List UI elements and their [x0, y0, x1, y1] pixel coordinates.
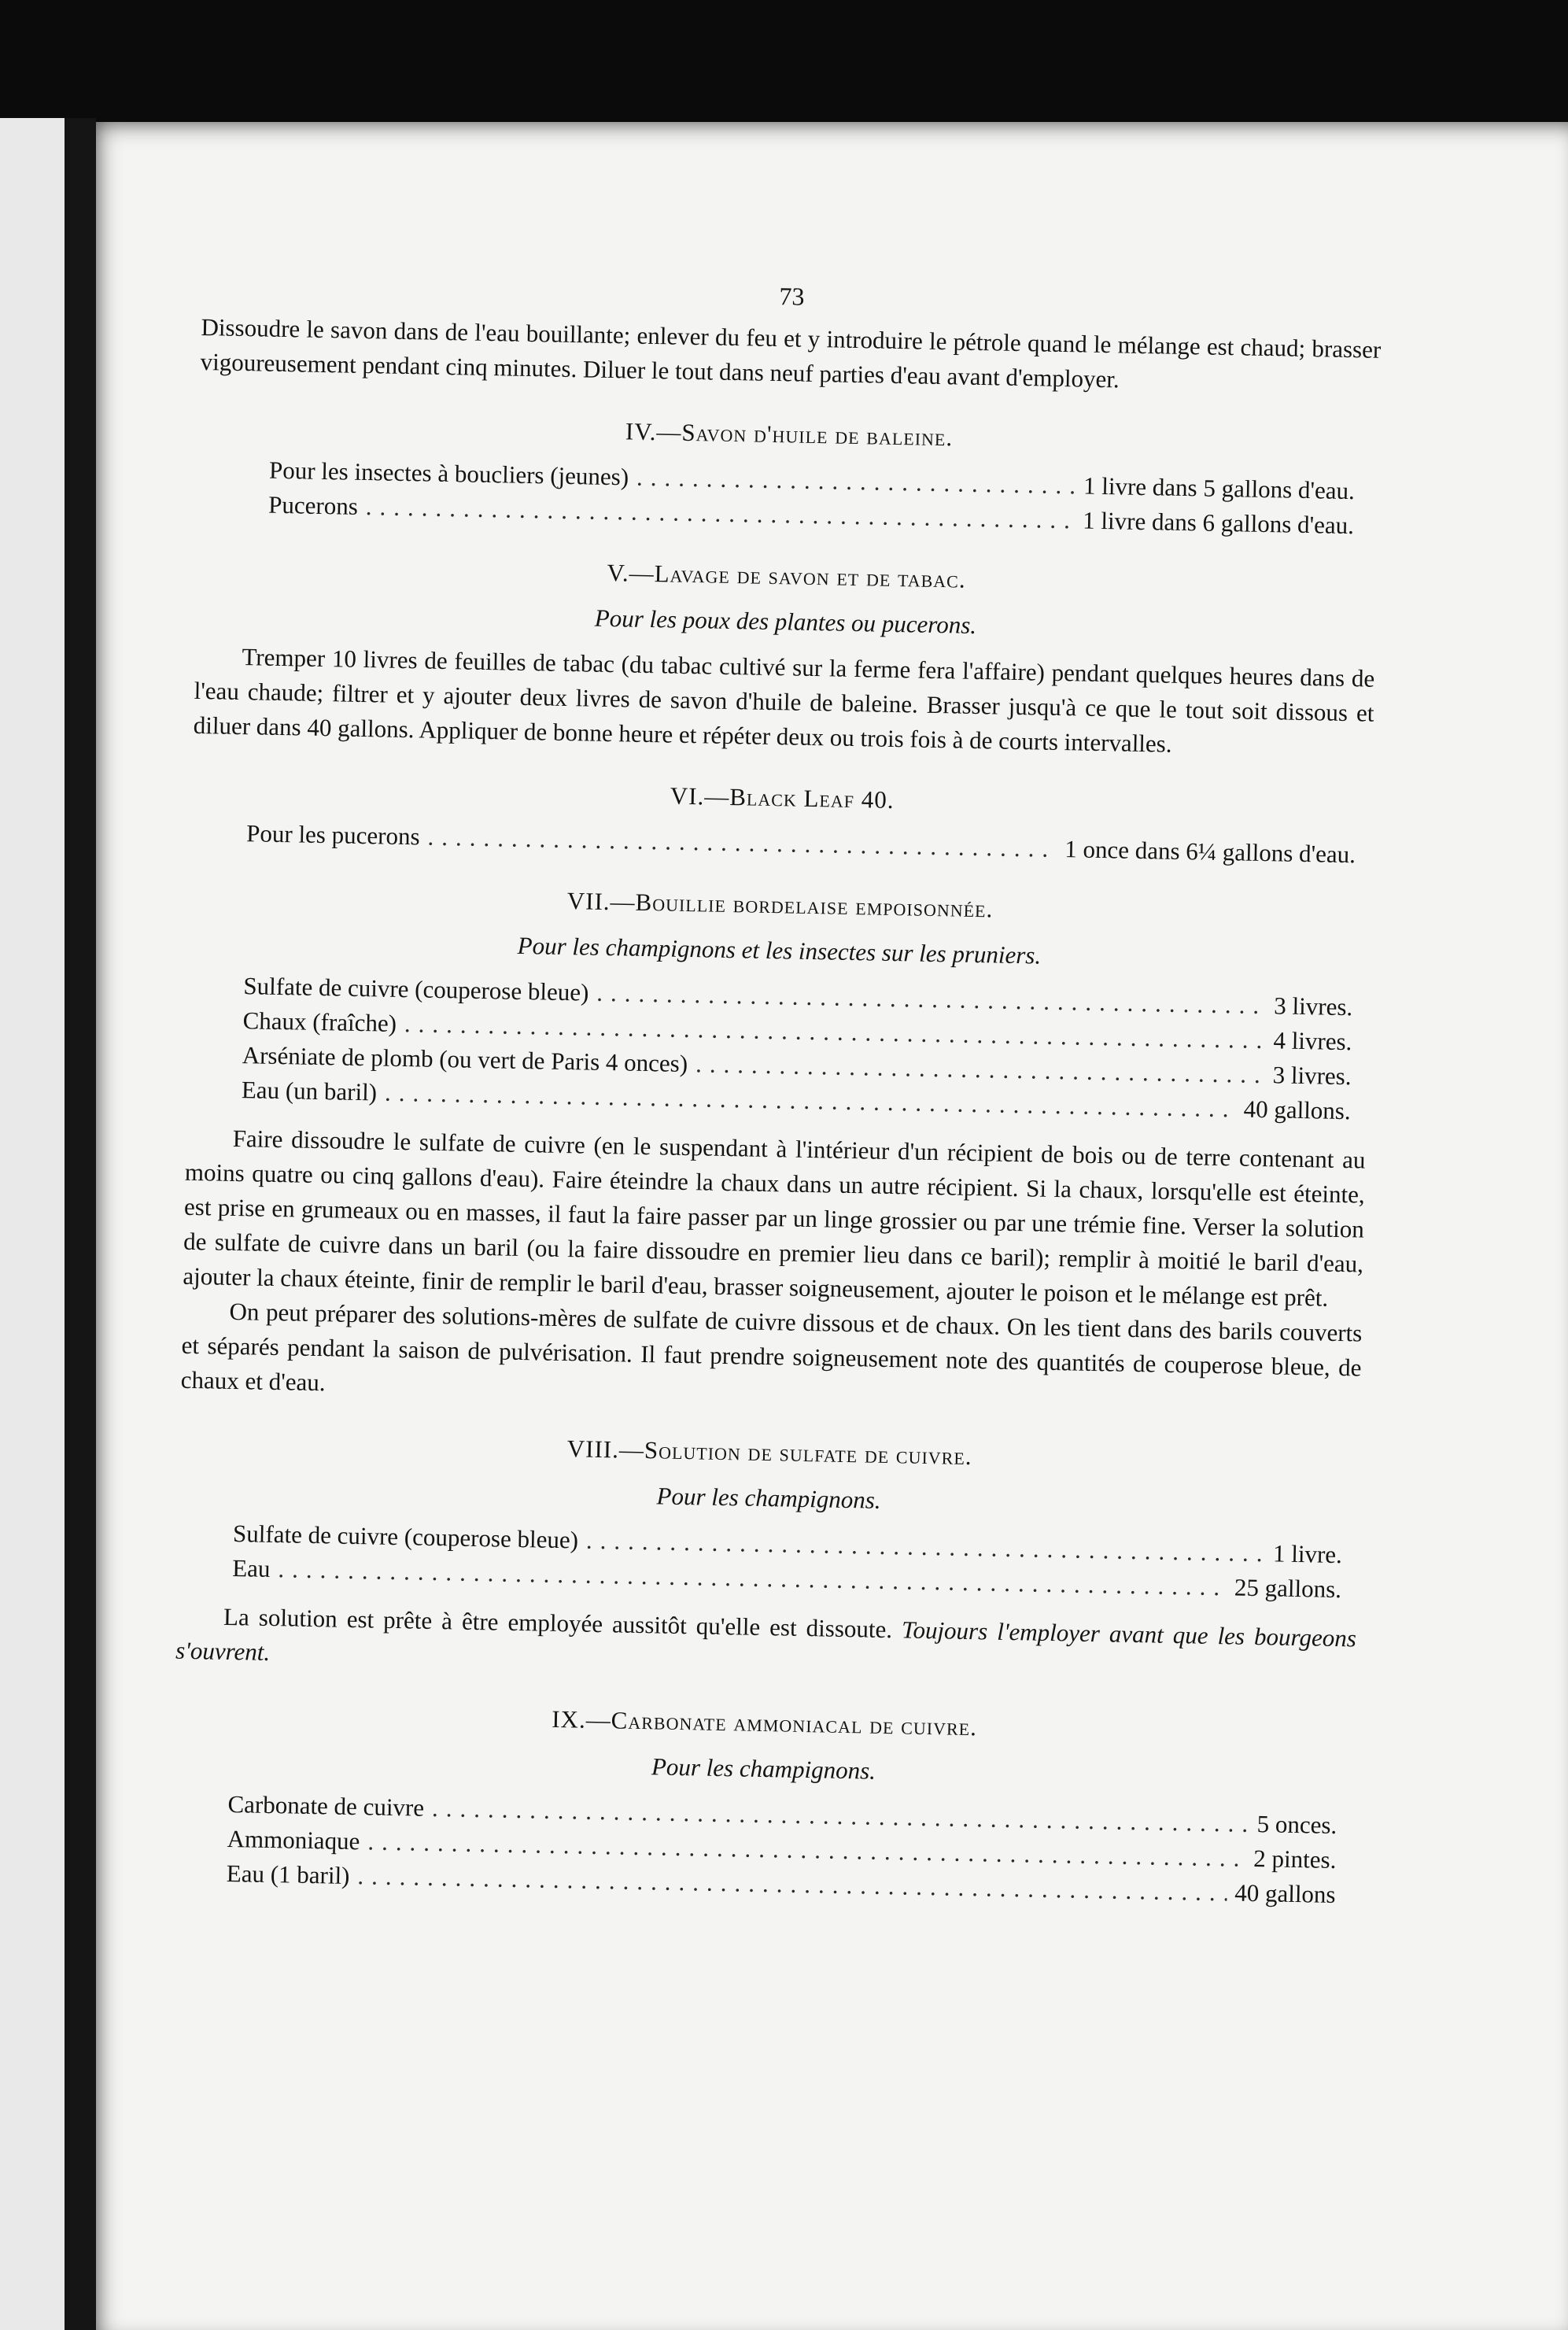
page-content — [171, 268, 1382, 1926]
section-viii-heading: VIII.—Solution de sulfate de cuivre. — [566, 1435, 972, 1471]
row-label: Pour les pucerons — [245, 819, 420, 851]
row-label: Arséniate de plomb (ou vert de Paris 4 onces) — [242, 1041, 688, 1078]
row-value: 40 gallons — [1234, 1878, 1336, 1909]
section-ix-subtitle: Pour les champignons. — [651, 1752, 876, 1785]
row-value: 4 livres. — [1273, 1026, 1352, 1056]
table-row — [246, 816, 1356, 872]
row-label: Sulfate de cuivre (couperose bleue) — [243, 972, 589, 1006]
row-value: 3 livres. — [1272, 1061, 1352, 1091]
row-label: Eau (1 baril) — [226, 1859, 350, 1889]
row-label: Sulfate de cuivre (couperose bleue) — [232, 1519, 579, 1554]
section-viii-subtitle: Pour les champignons. — [656, 1482, 881, 1514]
row-value: 3 livres. — [1274, 991, 1353, 1021]
section-vii-paragraph-1: Faire dissoudre le sulfate de cuivre (en le suspendant à l'intérieur d'un récipient de bois ou de terre contenant au moins quatre ou cinq gallons d'eau). Faire éteindre la chaux dans un autre récipient. Si la chaux, lorsqu'elle est éteinte, est prise en grumeaux ou en masses, il faut la faire passer par un linge grossier ou par une trémie fine. Verser la solution de sulfate de cuivre dans un baril (ou la faire dissoudre en premier lieu dans ce baril); remplir à moitié le baril d'eau, ajouter la chaux éteinte, finir de remplir le baril d'eau, brasser soigneusement, ajouter le poison et le mélange est prêt. — [183, 1124, 1366, 1312]
section-iv-table — [197, 452, 1378, 544]
section-v-heading: V.—Lavage de savon et de tabac. — [607, 558, 967, 593]
section-viii-paragraph-text: La solution est prête à être employée aussitôt qu'elle est dissoute. — [223, 1602, 893, 1644]
intro-paragraph: Dissoudre le savon dans de l'eau bouillante; enlever du feu et y introduire le pétrole quand le mélange est chaud; brasser vigoureusement pendant cinq minutes. Diluer le tout dans neuf parties d'eau avant d'employer. — [200, 312, 1382, 393]
section-v-paragraph: Tremper 10 livres de feuilles de tabac (du tabac cultivé sur la ferme fera l'affaire) pendant quelques heures dans de l'eau chaude; filtrer et y ajouter deux livres de savon d'huile de baleine. Brasser jusqu'à ce que le tout soit dissous et diluer dans 40 gallons. Appliquer de bonne heure et répéter deux ou trois fois à de courts intervalles. — [193, 643, 1375, 758]
row-value: 1 once dans 6¼ gallons d'eau. — [1064, 835, 1356, 869]
section-ix-table — [171, 1786, 1352, 1913]
row-label: Pour les insectes à boucliers (jeunes) — [268, 456, 629, 491]
row-value: 2 pintes. — [1253, 1844, 1337, 1874]
section-ix-heading: IX.—Carbonate ammoniacal de cuivre. — [551, 1704, 978, 1741]
row-value: 1 livre dans 6 gallons d'eau. — [1082, 506, 1355, 540]
dot-leader — [427, 820, 1057, 866]
section-vi-heading: VI.—Black Leaf 40. — [670, 781, 895, 814]
row-label: Carbonate de cuivre — [227, 1789, 425, 1822]
section-vii-paragraph-2: On peut préparer des solutions-mères de sulfate de cuivre dissous et de chaux. On les tient dans des barils couverts et séparés pendant la saison de pulvérisation. Il faut prendre soigneusement note des quantités de couperose bleue, de chaux et d'eau. — [180, 1297, 1363, 1397]
row-label: Eau — [231, 1554, 271, 1582]
row-value: 1 livre. — [1272, 1539, 1343, 1569]
section-viii-paragraph-italic: Toujours l'employer avant que les bourgeons s'ouvrent. — [175, 1615, 1357, 1666]
section-iv-heading: IV.—Savon d'huile de baleine. — [625, 417, 954, 452]
page-gutter-shadow — [65, 118, 96, 2330]
section-vi-table — [191, 815, 1372, 873]
row-value: 5 onces. — [1256, 1810, 1337, 1840]
row-label: Eau (un baril) — [241, 1076, 378, 1106]
section-vii-table — [186, 968, 1369, 1129]
row-value: 25 gallons. — [1234, 1573, 1342, 1604]
row-value: 40 gallons. — [1243, 1095, 1352, 1125]
section-vii-heading: VII.—Bouillie bordelaise empoisonnée. — [566, 887, 994, 923]
row-label: Pucerons — [267, 490, 359, 520]
row-value: 1 livre dans 5 gallons d'eau. — [1083, 471, 1356, 505]
page-number: 73 — [779, 282, 805, 311]
section-vii-subtitle: Pour les champignons et les insectes sur les pruniers. — [517, 931, 1042, 969]
row-label: Chaux (fraîche) — [242, 1006, 397, 1037]
section-viii-table — [177, 1516, 1358, 1608]
row-label: Ammoniaque — [227, 1824, 360, 1856]
document-page — [96, 122, 1568, 2330]
section-v-subtitle: Pour les poux des plantes ou pucerons. — [594, 604, 977, 639]
section-viii-paragraph — [175, 1599, 1356, 1691]
